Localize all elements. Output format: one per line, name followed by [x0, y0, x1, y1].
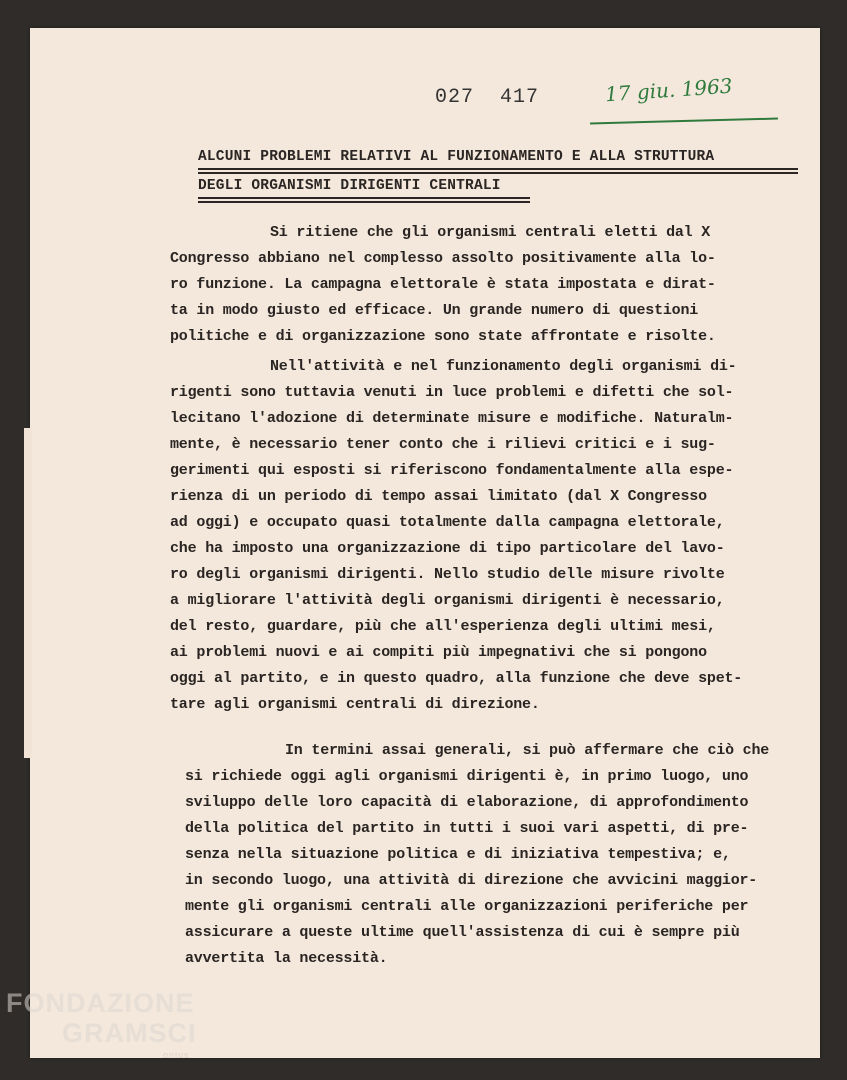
- fondazione-gramsci-watermark: [6, 988, 197, 1048]
- body-line: ro funzione. La campagna elettorale è stata impostata e dirat-: [170, 276, 716, 293]
- body-line: ad oggi) e occupato quasi totalmente dalla campagna elettorale,: [170, 514, 725, 531]
- body-line: sviluppo delle loro capacità di elaborazione, di approfondimento: [185, 794, 749, 811]
- body-line: in secondo luogo, una attività di direzione che avvicini maggior-: [185, 872, 758, 889]
- title-underline-2: [198, 197, 530, 199]
- body-line: della politica del partito in tutti i suoi vari aspetti, di pre-: [185, 820, 749, 837]
- body-line: politiche e di organizzazione sono state affrontate e risolte.: [170, 328, 716, 345]
- title-line-1: ALCUNI PROBLEMI RELATIVI AL FUNZIONAMENTO E ALLA STRUTTURA: [198, 149, 715, 165]
- body-line: Nell'attività e nel funzionamento degli organismi di-: [270, 358, 737, 375]
- body-line: gerimenti qui esposti si riferiscono fondamentalmente alla espe-: [170, 462, 734, 479]
- body-line: mente, è necessario tener conto che i rilievi critici e i sug-: [170, 436, 716, 453]
- title-underline-2b: [198, 201, 530, 203]
- body-line: rigenti sono tuttavia venuti in luce problemi e difetti che sol-: [170, 384, 734, 401]
- body-line: Si ritiene che gli organismi centrali eletti dal X: [270, 224, 711, 241]
- body-line: Congresso abbiano nel complesso assolto positivamente alla lo-: [170, 250, 716, 267]
- body-line: rienza di un periodo di tempo assai limitato (dal X Congresso: [170, 488, 707, 505]
- body-line: ta in modo giusto ed efficace. Un grande numero di questioni: [170, 302, 699, 319]
- body-line: oggi al partito, e in questo quadro, alla funzione che deve spet-: [170, 670, 743, 687]
- body-line: ai problemi nuovi e ai compiti più impegnativi che si pongono: [170, 644, 707, 661]
- body-line: tare agli organismi centrali di direzione.: [170, 696, 540, 713]
- document-number: 027 417: [435, 86, 540, 109]
- title-underline-1: [198, 168, 798, 170]
- watermark-sub: onlus: [163, 1050, 190, 1060]
- title-line-2: DEGLI ORGANISMI DIRIGENTI CENTRALI: [198, 178, 501, 194]
- body-line: avvertita la necessità.: [185, 950, 388, 967]
- body-line: In termini assai generali, si può affermare che ciò che: [285, 742, 770, 759]
- title-underline-1b: [198, 172, 798, 174]
- body-line: a migliorare l'attività degli organismi dirigenti è necessario,: [170, 592, 725, 609]
- watermark-line-2: GRAMSCI: [62, 1018, 197, 1048]
- body-line: senza nella situazione politica e di iniziativa tempestiva; e,: [185, 846, 731, 863]
- body-line: del resto, guardare, più che all'esperienza degli ultimi mesi,: [170, 618, 716, 635]
- body-line: lecitano l'adozione di determinate misure e modifiche. Naturalm-: [170, 410, 734, 427]
- body-line: mente gli organismi centrali alle organizzazioni periferiche per: [185, 898, 749, 915]
- handwritten-underline: [590, 118, 778, 125]
- watermark-line-1: FONDAZIONE: [6, 988, 195, 1018]
- handwritten-date: 17 giu. 1963: [604, 73, 734, 107]
- body-line: ro degli organismi dirigenti. Nello studio delle misure rivolte: [170, 566, 725, 583]
- document-page: [30, 28, 820, 1058]
- body-line: che ha imposto una organizzazione di tipo particolare del lavo-: [170, 540, 725, 557]
- body-line: si richiede oggi agli organismi dirigenti è, in primo luogo, uno: [185, 768, 749, 785]
- body-line: assicurare a queste ultime quell'assistenza di cui è sempre più: [185, 924, 740, 941]
